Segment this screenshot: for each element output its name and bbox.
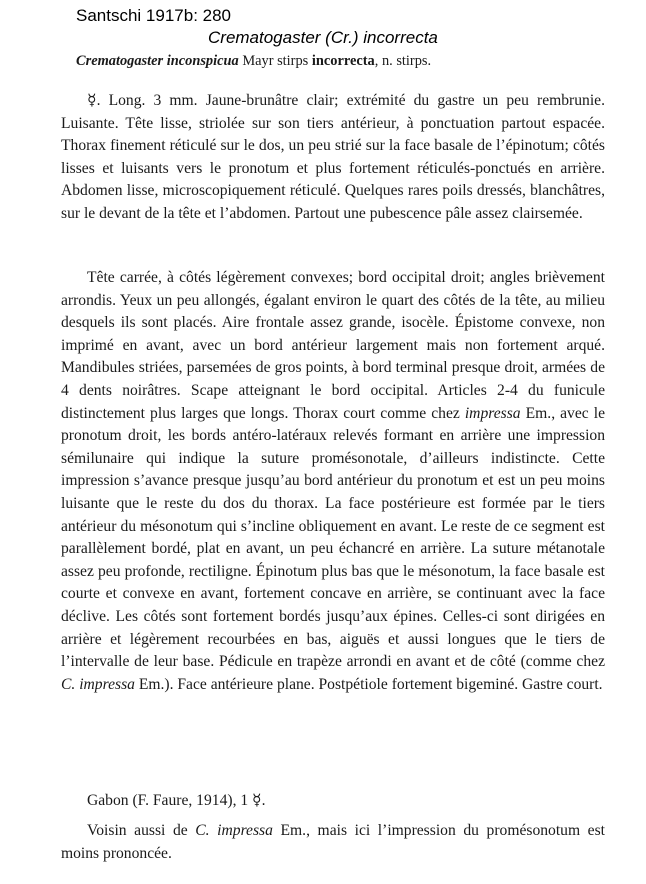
species-name: C. impressa xyxy=(195,822,273,839)
text-run: Em.). Face antérieure plane. Postpétiole fortement bigeminé. Gastre court. xyxy=(134,675,603,693)
heading-species: Crematogaster inconspicua xyxy=(76,53,239,69)
heading-suffix: , n. stirps. xyxy=(374,53,432,69)
text-run: Voisin aussi de xyxy=(87,822,196,839)
worker-description-paragraph xyxy=(61,90,605,226)
paragraph-text: ☿. Long. 3 mm. Jaune-brunâtre clair; extrémité du gastre un peu rembrunie. Luisante. Tête lisse, striolée sur son tiers antérieur, à ponctuation partout espacée. Thorax finement réticulé sur le dos, un peu strié sur la face basale de l’épinotum; côtés lisses et luisants vers le pronotum et plus fortement réticulés-ponctués en arrière. Abdomen lisse, microscopiquement réticulé. Quelques rares poils dressés, blanchâtres, sur le devant de la tête et l’abdomen. Partout une pubescence pâle assez clairsemée. xyxy=(61,92,605,222)
paragraph-text: Gabon (F. Faure, 1914), 1 ☿. xyxy=(87,792,266,809)
paragraph-text xyxy=(61,820,605,865)
text-run: Em., mais ici l’impression du promésonotum est moins prononcée. xyxy=(61,822,606,862)
page-reference: Santschi 1917b: 280 xyxy=(76,6,232,25)
comparison-paragraph xyxy=(61,820,605,865)
paragraph-text xyxy=(61,267,605,696)
species-name: impressa xyxy=(464,404,521,422)
species-heading xyxy=(76,53,600,70)
locality-paragraph xyxy=(61,790,605,813)
morphology-paragraph xyxy=(61,267,605,696)
text-run: Em., avec le pronotum droit, les bords antéro-latéraux relevés formant en arrière une impression sémilunaire qui indique la suture promésonotale, d’ailleurs indistincte. Cette impression s’avance presque jusqu’au bord antérieur du pronotum et est un peu moins luisante que le reste du dos du thorax. La face postérieure est formée par le tiers antérieur du mésonotum qui s’incline obliquement en avant. Le reste de ce segment est parallèlement bordé, plat en avant, un peu échancré en arrière. La suture métanotale assez peu profonde, rectiligne. Épinotum plus bas que le mésonotum, la face basale est courte et convexe en avant, fortement concave en arrière, se continuant avec la face déclive. Les côtés sont fortement bordés jusqu’aux épines. Celles-ci sont dirigées en arrière et légèrement recourbées en bas, aiguës et aussi longues que le tiers de l’intervalle de leur base. Pédicule en trapèze arrondi en avant et de côté (comme chez xyxy=(61,404,606,671)
text-run: Tête carrée, à côtés légèrement convexes; bord occipital droit; angles brièvement arrondis. Yeux un peu allongés, égalant environ le quart des côtés de la tête, au milieu desquels ils sont placés. Aire frontale assez grande, isocèle. Épistome convexe, non imprimé en avant, avec un bord antérieur largement mais non fortement arqué. Mandibules striées, parsemées de gros points, à bord terminal presque droit, armées de 4 dents noirâtres. Scape atteignant le bord occipital. Articles 2-4 du funicule distinctement plus larges que longs. Thorax court comme chez xyxy=(61,269,605,422)
heading-author: Mayr stirps xyxy=(238,53,312,69)
species-name: C. impressa xyxy=(61,675,135,693)
heading-stirps: incorrecta xyxy=(311,53,375,69)
taxon-title: Crematogaster (Cr.) incorrecta xyxy=(208,28,438,47)
